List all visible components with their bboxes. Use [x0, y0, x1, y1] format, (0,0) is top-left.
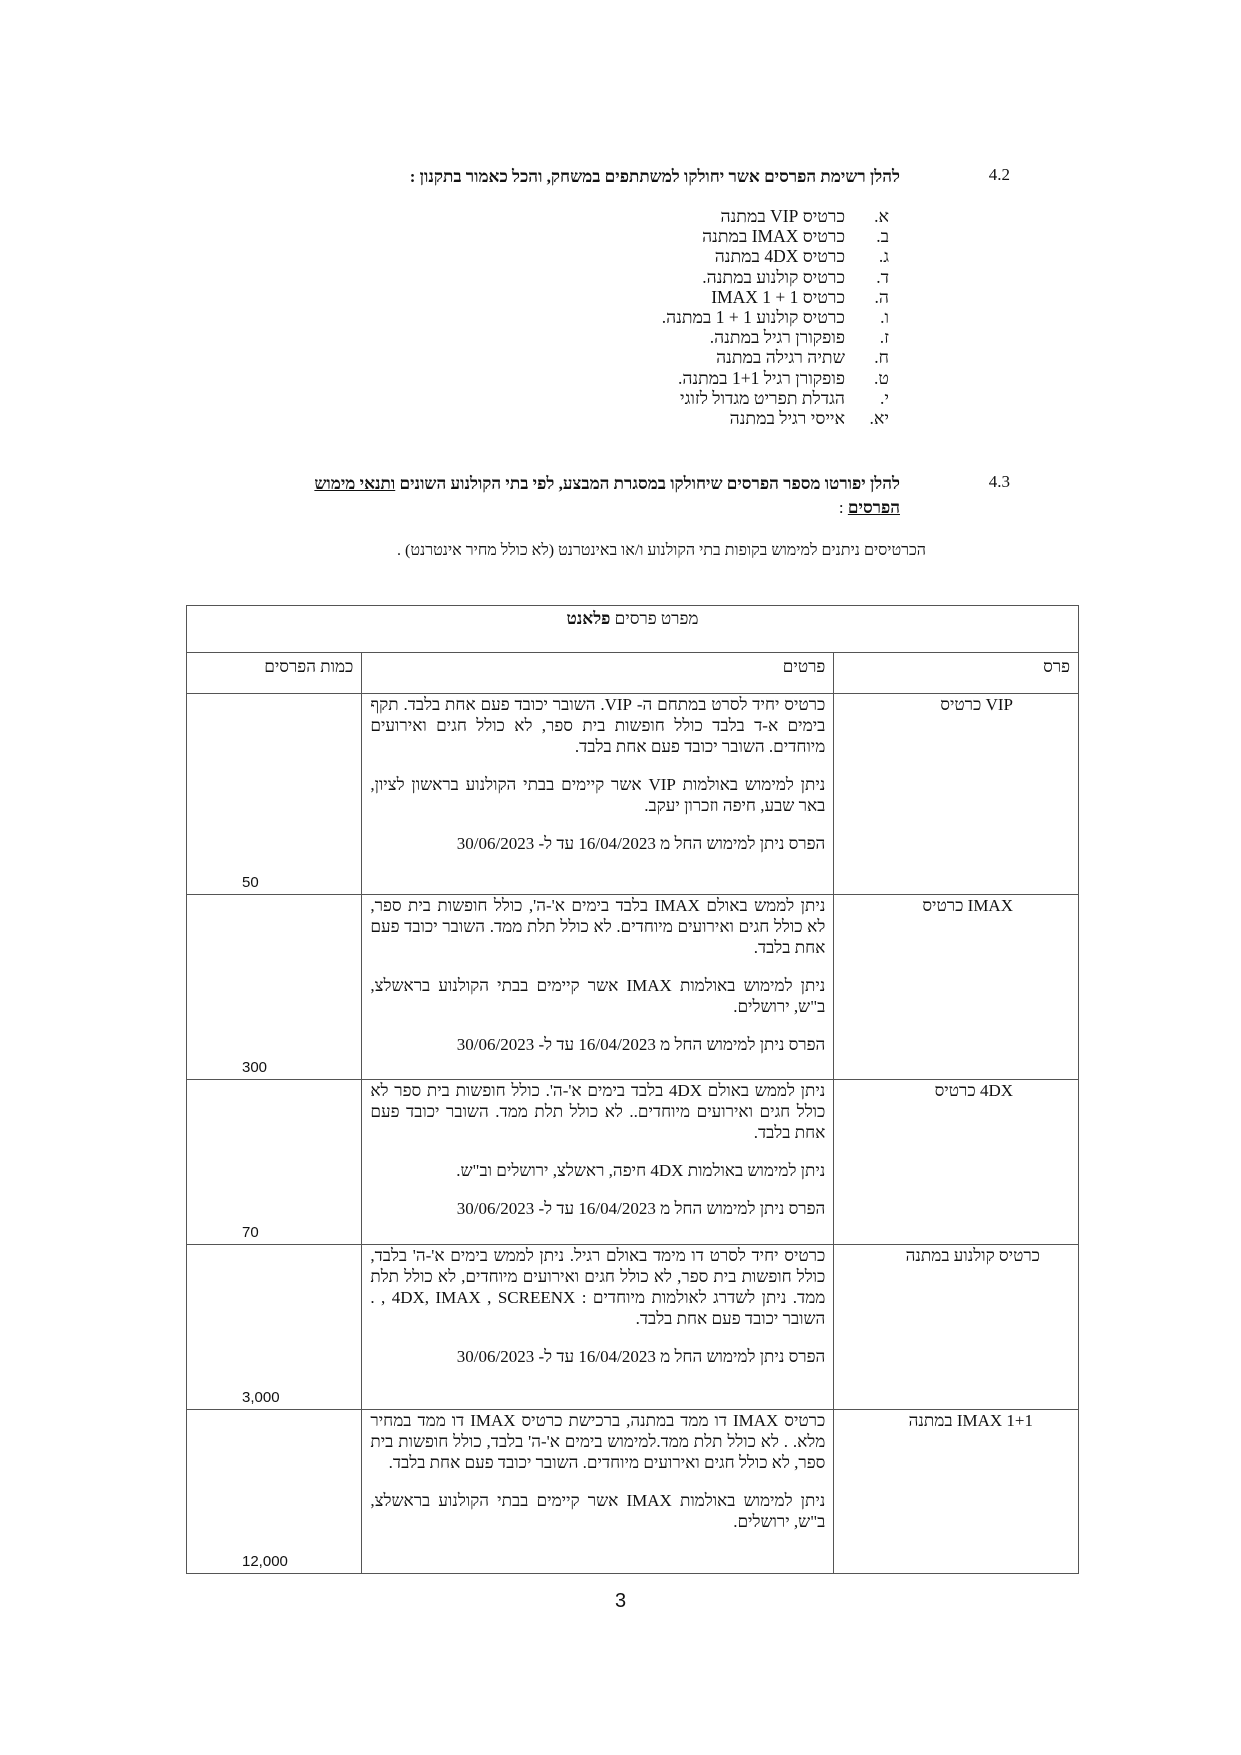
header-prize: פרס [834, 653, 1079, 694]
list-item-letter: ד. [876, 266, 889, 287]
list-item [469, 408, 889, 428]
list-item-letter: ב. [876, 226, 889, 247]
table-title [187, 606, 1079, 653]
section-number: 4.3 [988, 472, 1010, 491]
header-details: פרטים [362, 653, 834, 694]
list-item-letter: יא. [869, 407, 889, 428]
details-validity: הפרס ניתן למימוש החל מ 16/04/2023 עד ל- 30/06/2023 [456, 834, 826, 853]
list-item-text: כרטיס קולנוע במתנה. [702, 266, 845, 287]
table-title-row [187, 606, 1079, 653]
details-validity: הפרס ניתן למימוש החל מ 16/04/2023 עד ל- 30/06/2023 [456, 1199, 826, 1218]
details-locations: ניתן למימוש באולמות IMAX אשר קיימים בבתי הקולנוע בראשלצ, ב"ש, ירושלים. [370, 976, 826, 1016]
section-title: להלן רשימת הפרסים אשר יחולקו למשתתפים במשחק, והכל כאמור בתקנון : [409, 167, 900, 186]
prize-name: 1+1 IMAX במתנה [834, 1410, 1079, 1574]
list-item-text: כרטיס VIP במתנה [720, 206, 845, 226]
section-number: 4.2 [988, 165, 1010, 184]
section-title [180, 472, 900, 520]
prize-details [362, 1410, 834, 1574]
details-locations: ניתן למימוש באולמות IMAX אשר קיימים בבתי הקולנוע בראשלצ, ב"ש, ירושלים. [370, 1491, 826, 1531]
list-item-text: כרטיס IMAX במתנה [702, 226, 845, 247]
list-item-text: שתיה רגילה במתנה [716, 347, 845, 368]
list-item [469, 206, 889, 226]
list-item-letter: ג. [878, 246, 889, 267]
list-item-text: כרטיס 4DX במתנה [714, 246, 845, 267]
prize-details [362, 1080, 834, 1245]
list-item-letter: י. [880, 387, 889, 408]
list-item-letter: ז. [879, 327, 889, 348]
prize-quantity: 12,000 [187, 1410, 362, 1574]
details-text: כרטיס יחיד לסרט דו מימד באולם רגיל. ניתן לממש בימים א'-ה' בלבד, כולל חופשות בית ספר, לא כולל חגים ואירועים מיוחדים, לא כולל תלת ממד. ניתן לשדרג לאולמות מיוחדים : 4DX, IMAX , SCREENX , . השובר יכובד פעם אחת בלבד. [370, 1246, 826, 1328]
list-item-text: הגדלת תפריט מגדול לזוגי [680, 387, 845, 408]
list-item-text: אייסי רגיל במתנה [729, 407, 845, 428]
details-text: ניתן לממש באולם 4DX בלבד בימים א'-ה'. כולל חופשות בית ספר לא כולל חגים ואירועים מיוחדים.. לא כולל תלת ממד. השובר יכובד פעם אחת בלבד. [370, 1081, 826, 1142]
prize-details [362, 1245, 834, 1410]
table-row [187, 694, 1079, 895]
table-header-row [187, 653, 1079, 694]
prize-list [469, 206, 889, 428]
prize-quantity: 3,000 [187, 1245, 362, 1410]
prizes-table [186, 605, 1079, 1574]
table-row [187, 1245, 1079, 1410]
prize-quantity: 70 [187, 1080, 362, 1245]
prize-name: IMAX כרטיס [834, 895, 1079, 1080]
table-row [187, 1080, 1079, 1245]
prize-details [362, 895, 834, 1080]
list-item [469, 267, 889, 287]
details-validity: הפרס ניתן למימוש החל מ 16/04/2023 עד ל- 30/06/2023 [456, 1035, 826, 1054]
table-row [187, 1410, 1079, 1574]
table-title-brand: פלאנט [566, 609, 611, 628]
list-item-text: פופקורן רגיל במתנה. [709, 327, 845, 348]
section-4-2 [180, 165, 1010, 195]
list-item-text: פופקורן רגיל 1+1 במתנה. [678, 367, 845, 388]
details-text: ניתן לממש באולם IMAX בלבד בימים א'-ה', כולל חופשות בית ספר, לא כולל חגים ואירועים מיוחדים. לא כולל תלת ממד. השובר יכובד פעם אחת בלבד. [370, 896, 826, 957]
title-colon: : [838, 498, 848, 517]
details-locations: ניתן למימוש באולמות 4DX חיפה, ראשלצ, ירושלים וב"ש. [456, 1161, 826, 1180]
list-item-letter: ה. [874, 286, 889, 307]
prize-name: 4DX כרטיס [834, 1080, 1079, 1245]
details-validity: הפרס ניתן למימוש החל מ 16/04/2023 עד ל- 30/06/2023 [456, 1347, 826, 1366]
title-text: להלן יפורטו מספר הפרסים שיחולקו במסגרת המבצע, לפי בתי הקולנוע השונים [395, 474, 900, 493]
table-title-prefix: מפרט פרסים [610, 609, 699, 628]
list-item-letter: ו. [880, 306, 889, 327]
redemption-note: הכרטיסים ניתנים למימוש בקופות בתי הקולנוע ו/או באינטרנט (לא כולל מחיר אינטרנט) . [397, 542, 926, 559]
list-item [469, 347, 889, 367]
list-item-text: כרטיס 1 + IMAX 1 [711, 286, 845, 307]
list-item [469, 287, 889, 307]
table-row [187, 895, 1079, 1080]
prize-quantity: 300 [187, 895, 362, 1080]
list-item-letter: ט. [874, 367, 889, 388]
prize-name: כרטיס קולנוע במתנה [834, 1245, 1079, 1410]
list-item [469, 368, 889, 388]
list-item-letter: ח. [874, 347, 889, 368]
header-quantity: כמות הפרסים [187, 653, 362, 694]
list-item [469, 388, 889, 408]
details-text: כרטיס יחיד לסרט במתחם ה- VIP. השובר יכובד פעם אחת בלבד. תקף בימים א-ד בלבד כולל חופשות בית ספר, לא כולל חגים ואירועים מיוחדים. השובר יכובד פעם אחת בלבד. [370, 695, 826, 756]
section-4-3 [180, 472, 1010, 528]
list-item [469, 226, 889, 246]
list-item [469, 307, 889, 327]
title-underlined: ותנאי מימוש [314, 474, 396, 493]
prize-name: VIP כרטיס [834, 694, 1079, 895]
prize-details [362, 694, 834, 895]
list-item-text: כרטיס קולנוע 1 + 1 במתנה. [661, 306, 845, 327]
list-item [469, 327, 889, 347]
details-locations: ניתן למימוש באולמות VIP אשר קיימים בבתי הקולנוע בראשון לציון, באר שבע, חיפה וזכרון יעקב. [370, 775, 826, 815]
prize-quantity: 50 [187, 694, 362, 895]
list-item [469, 246, 889, 266]
details-text: כרטיס IMAX דו ממד במתנה, ברכישת כרטיס IMAX דו ממד במחיר מלא. . לא כולל תלת ממד.למימוש בימים א'-ה' בלבד, כולל חופשות בית ספר, לא כולל חגים ואירועים מיוחדים. השובר יכובד פעם אחת בלבד. [370, 1411, 826, 1472]
page-number: 3 [614, 1590, 627, 1612]
title-underlined-2: הפרסים [847, 498, 900, 517]
list-item-letter: א. [874, 206, 889, 226]
